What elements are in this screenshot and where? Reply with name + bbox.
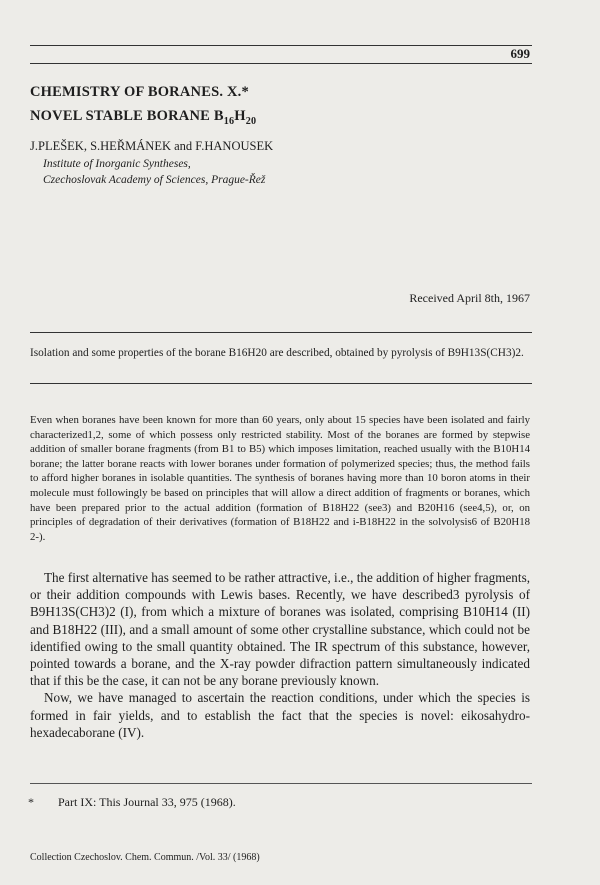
- institution-line-1: Institute of Inorganic Syntheses,: [43, 158, 191, 170]
- abstract-bottom-rule: [30, 383, 532, 384]
- received-date: Received April 8th, 1967: [409, 291, 530, 305]
- footnote-marker: *: [28, 795, 34, 809]
- intro-paragraph: Even when boranes have been known for more than 60 years, only about 15 species have been isolated and fairly characterized1,2, some of which possess only restricted stability. Most of the boranes are formed by stepwise addition of smaller borane fragments (from B1 to B5) which imposes limitation, reached usually with the B10H14 borane; the latter borane reacts with lower boranes under formation of polymerized species; thus, the method fails to afford higher boranes in isolable quantities. The synthesis of boranes having more than 10 boron atoms in their molecule must followingly be based on principles that will allow a direct addition of fragments or boranes, which have been prepared prior to the actual addition (formation of B18H22 (see3) and B20H16 (see4,5), or, on principles of degradation of their derivatives (formation of B18H22 and i-B18H22 in the solvolysis6 of B20H18 2-).: [30, 414, 530, 543]
- article-title: [30, 80, 256, 128]
- authors: J.PLEŠEK, S.HEŘMÁNEK and F.HANOUSEK: [30, 139, 274, 153]
- main-text: [30, 569, 530, 741]
- header-rule: [30, 63, 532, 64]
- footnote: [28, 795, 236, 810]
- footnote-rule: [30, 783, 532, 784]
- page-number: 699: [510, 46, 530, 61]
- top-rule: [30, 45, 532, 46]
- paragraph-2: The first alternative has seemed to be rather attractive, i.e., the addition of higher fragments, or their addition compounds with Lewis bases. Recently, we have described3 pyrolysis of B9H13S(CH3)2 (I), from which a mixture of boranes was isolated, comprising B10H14 (II) and B18H22 (III), and a small amount of some other crystalline substance, which could not be identified owing to the small quantity obtained. The IR spectrum of this substance, however, pointed towards a borane, and the X-ray powder difraction pattern simultaneously indicated that if this be the case, it can not be any borane previously known.: [30, 570, 530, 689]
- title-line-1: CHEMISTRY OF BORANES. X.*: [30, 84, 249, 100]
- abstract: Isolation and some properties of the borane B16H20 are described, obtained by pyrolysis of B9H13S(CH3)2.: [30, 347, 524, 359]
- title-line-2: NOVEL STABLE BORANE $B_{16}H_{20}$: [30, 108, 257, 127]
- journal-footer: Collection Czechoslov. Chem. Commun. /Vol. 33/ (1968): [30, 852, 260, 863]
- institution: [43, 156, 265, 188]
- institution-line-2: Czechoslovak Academy of Sciences, Prague-Řež: [43, 174, 266, 186]
- abstract-top-rule: [30, 332, 532, 333]
- footnote-text: Part IX: This Journal 33, 975 (1968).: [58, 795, 236, 809]
- paragraph-3: Now, we have managed to ascertain the reaction conditions, under which the species is formed in fair yields, and to establish the fact that the species is novel: eikosahydro-hexadecaborane (IV).: [30, 690, 530, 740]
